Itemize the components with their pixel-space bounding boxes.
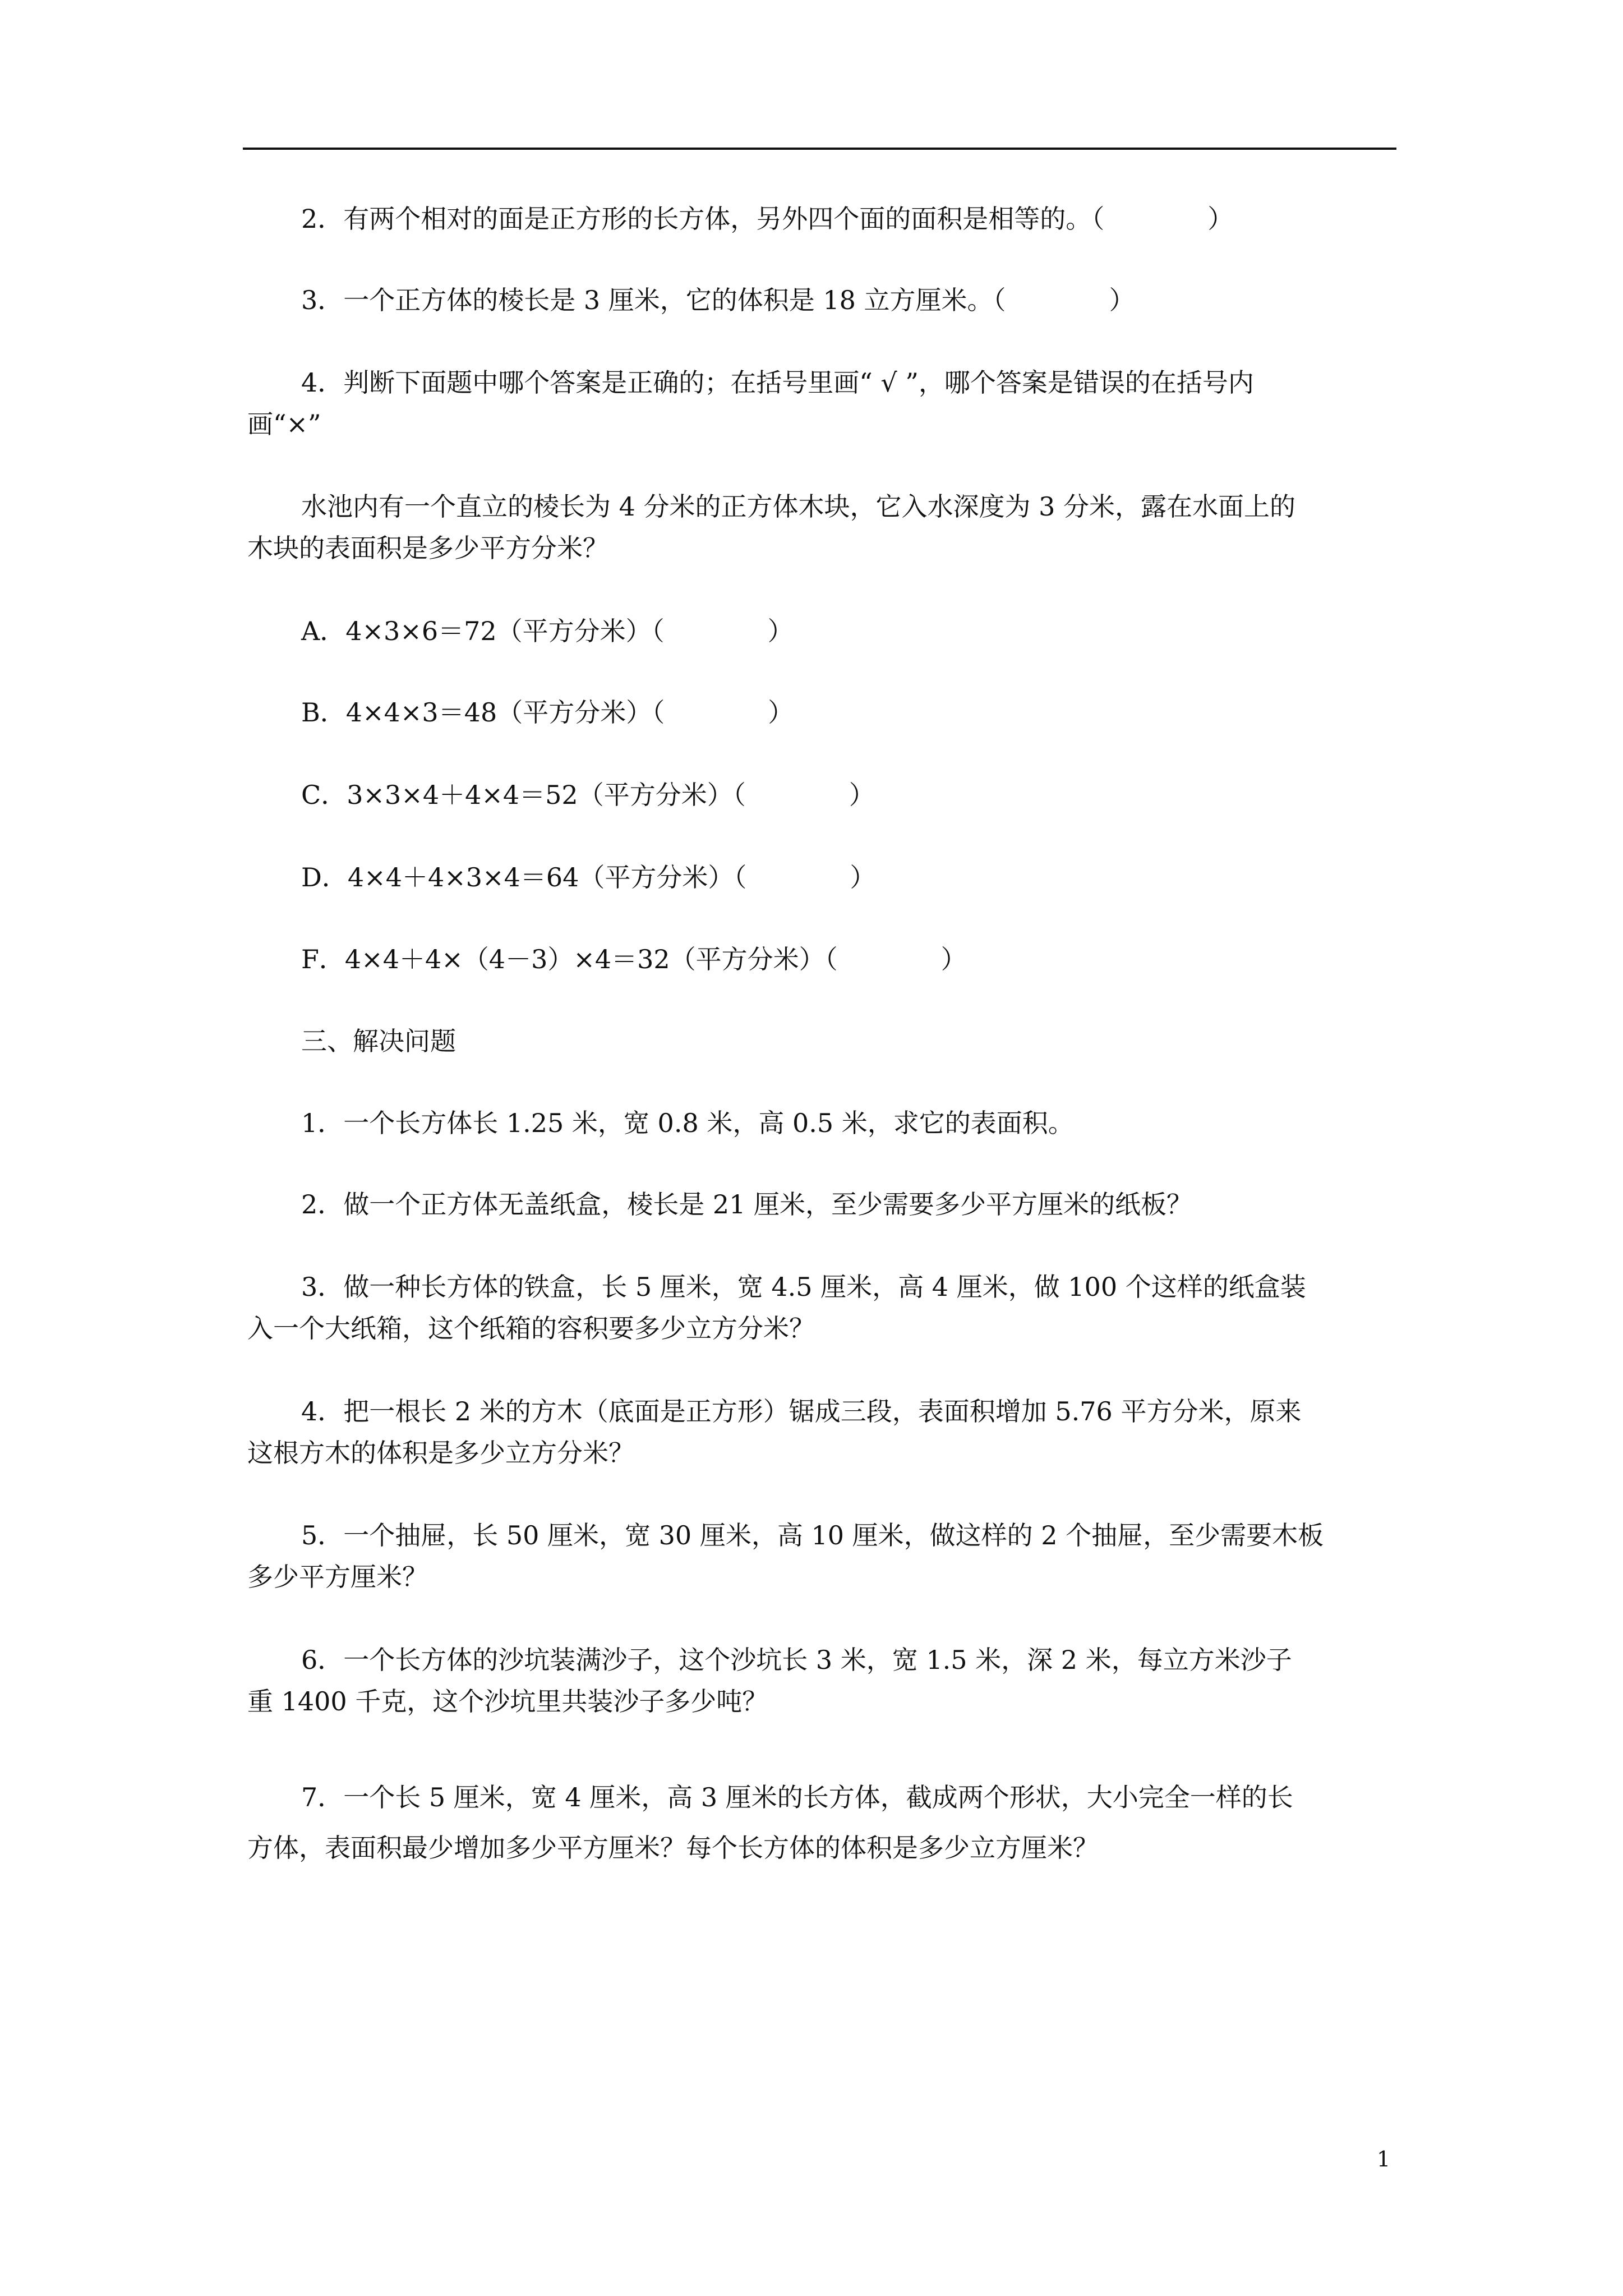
option-text: F．4×4＋4×（4－3）×4＝32（平方分米）（ ）	[301, 944, 967, 974]
problem-3	[247, 1266, 1397, 1349]
problem-7	[247, 1772, 1397, 1873]
problem-1	[247, 1102, 1397, 1144]
section-title: 三、解决问题	[301, 1026, 456, 1056]
question-text: 4．判断下面题中哪个答案是正确的；在括号里画“ √ ”，哪个答案是错误的在括号内	[301, 367, 1254, 398]
judgement-question-3	[247, 279, 1397, 321]
problem-text: 这根方木的体积是多少立方分米？	[247, 1438, 634, 1468]
stem-text: 木块的表面积是多少平方分米？	[247, 533, 608, 563]
problem-text: 方体，表面积最少增加多少平方厘米？每个长方体的体积是多少立方厘米？	[247, 1833, 1099, 1863]
option-a	[247, 610, 1397, 652]
problem-text: 1．一个长方体长 1.25 米，宽 0.8 米，高 0.5 米，求它的表面积。	[301, 1108, 1074, 1138]
problem-text: 5．一个抽屉，长 50 厘米，宽 30 厘米，高 10 厘米，做这样的 2 个抽屉，至少需要木板	[301, 1520, 1324, 1550]
judgement-question-2	[247, 198, 1397, 240]
option-text: B．4×4×3＝48（平方分米）（ ）	[301, 697, 794, 728]
problem-text: 7．一个长 5 厘米，宽 4 厘米，高 3 厘米的长方体，截成两个形状，大小完全一样的长	[301, 1782, 1293, 1812]
problem-text: 6．一个长方体的沙坑装满沙子，这个沙坑长 3 米，宽 1.5 米，深 2 米，每立方米沙子	[301, 1645, 1292, 1675]
stem-text: 水池内有一个直立的棱长为 4 分米的正方体木块，它入水深度为 3 分米，露在水面上的	[301, 491, 1296, 522]
problem-text: 2．做一个正方体无盖纸盒，棱长是 21 厘米，至少需要多少平方厘米的纸板？	[301, 1189, 1193, 1220]
problem-text: 3．做一种长方体的铁盒，长 5 厘米，宽 4.5 厘米，高 4 厘米，做 100 个这样的纸盒装	[301, 1272, 1306, 1302]
problem-2	[247, 1184, 1397, 1225]
option-text: A．4×3×6＝72（平方分米）（ ）	[301, 616, 794, 646]
option-d	[247, 857, 1397, 898]
option-text: C．3×3×4＋4×4＝52（平方分米）（ ）	[301, 780, 875, 810]
option-c	[247, 774, 1397, 816]
option-text: D．4×4＋4×3×4＝64（平方分米）（ ）	[301, 862, 876, 892]
header-rule	[243, 148, 1396, 150]
problem-text: 4．把一根长 2 米的方木（底面是正方形）锯成三段，表面积增加 5.76 平方分米，原来	[301, 1396, 1302, 1427]
section-heading	[247, 1020, 1397, 1062]
question-stem	[247, 486, 1397, 569]
option-f	[247, 938, 1397, 980]
page-number: 1	[1377, 2147, 1391, 2171]
problem-text: 多少平方厘米？	[247, 1562, 428, 1592]
problem-6	[247, 1639, 1397, 1722]
question-text: 画“×”	[247, 409, 321, 439]
problem-text: 入一个大纸箱，这个纸箱的容积要多少立方分米？	[247, 1313, 815, 1343]
problem-text: 重 1400 千克，这个沙坑里共装沙子多少吨？	[247, 1686, 768, 1717]
problem-5	[247, 1515, 1397, 1598]
question-text: 2．有两个相对的面是正方形的长方体，另外四个面的面积是相等的。（ ）	[301, 204, 1234, 234]
judgement-question-4	[247, 362, 1397, 445]
question-text: 3．一个正方体的棱长是 3 厘米，它的体积是 18 立方厘米。（ ）	[301, 285, 1135, 315]
option-b	[247, 692, 1397, 733]
problem-4	[247, 1391, 1397, 1474]
